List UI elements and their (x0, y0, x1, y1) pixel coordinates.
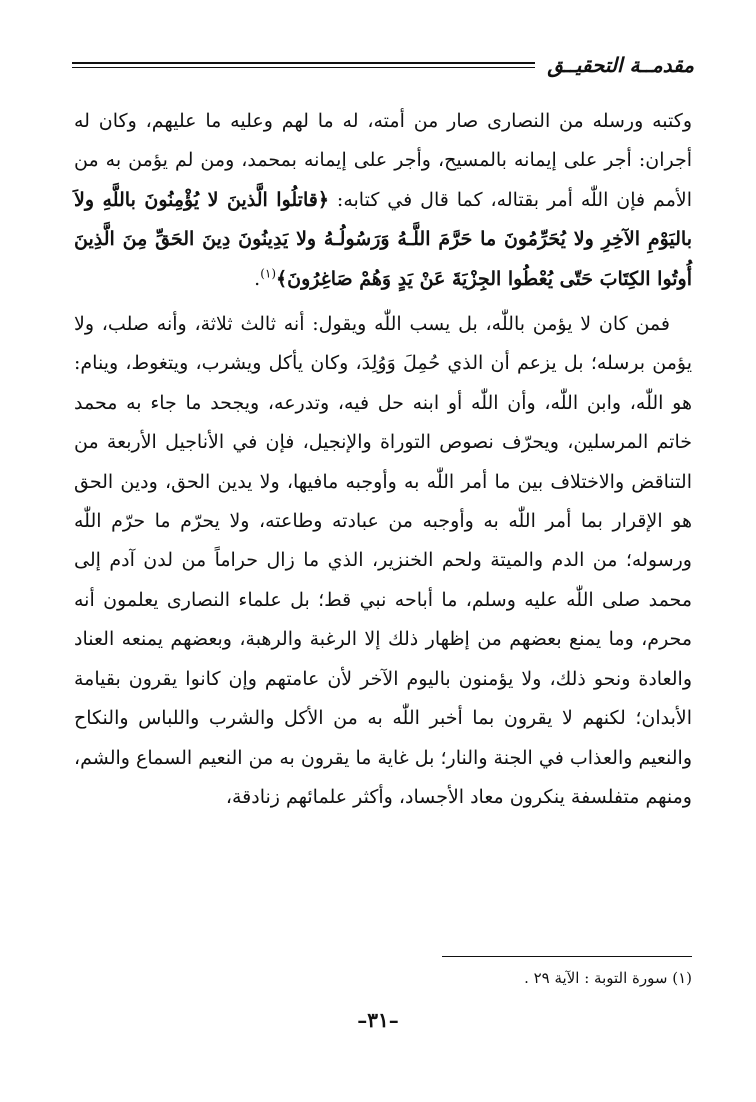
running-header (72, 50, 694, 80)
header-rule (72, 62, 535, 68)
footnote: (١) سورة التوبة : الآية ٢٩ . (524, 969, 692, 987)
footnote-reference[interactable]: (١) (260, 266, 277, 281)
paragraph-1-end: . (254, 267, 261, 290)
quran-quote: ﴿قاتلُوا الَّذينَ لا يُؤْمِنُونَ باللَّهِ ولاَ باليَوْمِ الآخِرِ ولا يُحَرِّمُونَ ما حَرَّمَ اللَّـهُ وَرَسُولُـهُ ولا يَدِينُونَ دِينَ الحَقِّ مِنَ الَّذِينَ أُوتُوا الكِتَابَ حَتّى يُعْطُوا الجِزْيَةَ عَنْ يَدٍ وَهُمْ صَاغِرُونَ﴾ (74, 188, 692, 290)
paragraph-1 (74, 102, 692, 299)
header-title: مقدمــة التحقيــق (547, 53, 694, 77)
paragraph-2: فمن كان لا يؤمن باللّٰه، بل يسب اللّٰه ويقول: أنه ثالث ثلاثة، وأنه صلب، ولا يؤمن برسله؛ بل يزعم أن الذي حُمِلَ وَوُلِدَ، وكان يأكل ويشرب، ويتغوط، وينام: هو اللّٰه، وابن اللّٰه، وأن اللّٰه أو ابنه حل فيه، وتدرعه، ويجحد ما جاء به محمد خاتم المرسلين، ويحرّف نصوص التوراة والإنجيل، فإن في الأناجيل الأربعة من التناقض والاختلاف بين ما أمر اللّٰه به وأوجبه مافيها، ولا يدين الحق، ودين الحق هو الإقرار بما أمر اللّٰه به وأوجبه من عبادته وطاعته، ولا يحرّم ما حرّم اللّٰه ورسوله؛ من الدم والميتة ولحم الخنزير، الذي ما زال حراماً من لدن آدم إلى محمد صلى اللّٰه عليه وسلم، ما أباحه نبي قط؛ بل علماء النصارى يعلمون أنه محرم، وما يمنع بعضهم من إظهار ذلك إلا الرغبة والرهبة، وبعضهم يمنعه العناد والعادة ونحو ذلك، ولا يؤمنون باليوم الآخر لأن عامتهم وإن كانوا يقرون بقيامة الأبدان؛ لكنهم لا يقرون بما أخبر اللّٰه به من الأكل والشرب واللباس والنكاح والنعيم والعذاب في الجنة والنار؛ بل غاية ما يقرون به من النعيم السماع والشم، ومنهم متفلسفة ينكرون معاد الأجساد، وأكثر علمائهم زنادقة، (74, 313, 692, 808)
paragraph-1-text: وكتبه ورسله من النصارى صار من أمته، له ما لهم وعليه ما عليهم، وكان له أجران: أجر على إيمانه بالمسيح، وأجر على إيمانه بمحمد، ومن لم يؤمن به من الأمم فإن اللّٰه أمر بقتاله، كما قال في كتابه: (74, 110, 692, 211)
footnote-separator (442, 956, 692, 957)
body-text (74, 102, 692, 817)
page-number: –٣١– (357, 1008, 399, 1032)
